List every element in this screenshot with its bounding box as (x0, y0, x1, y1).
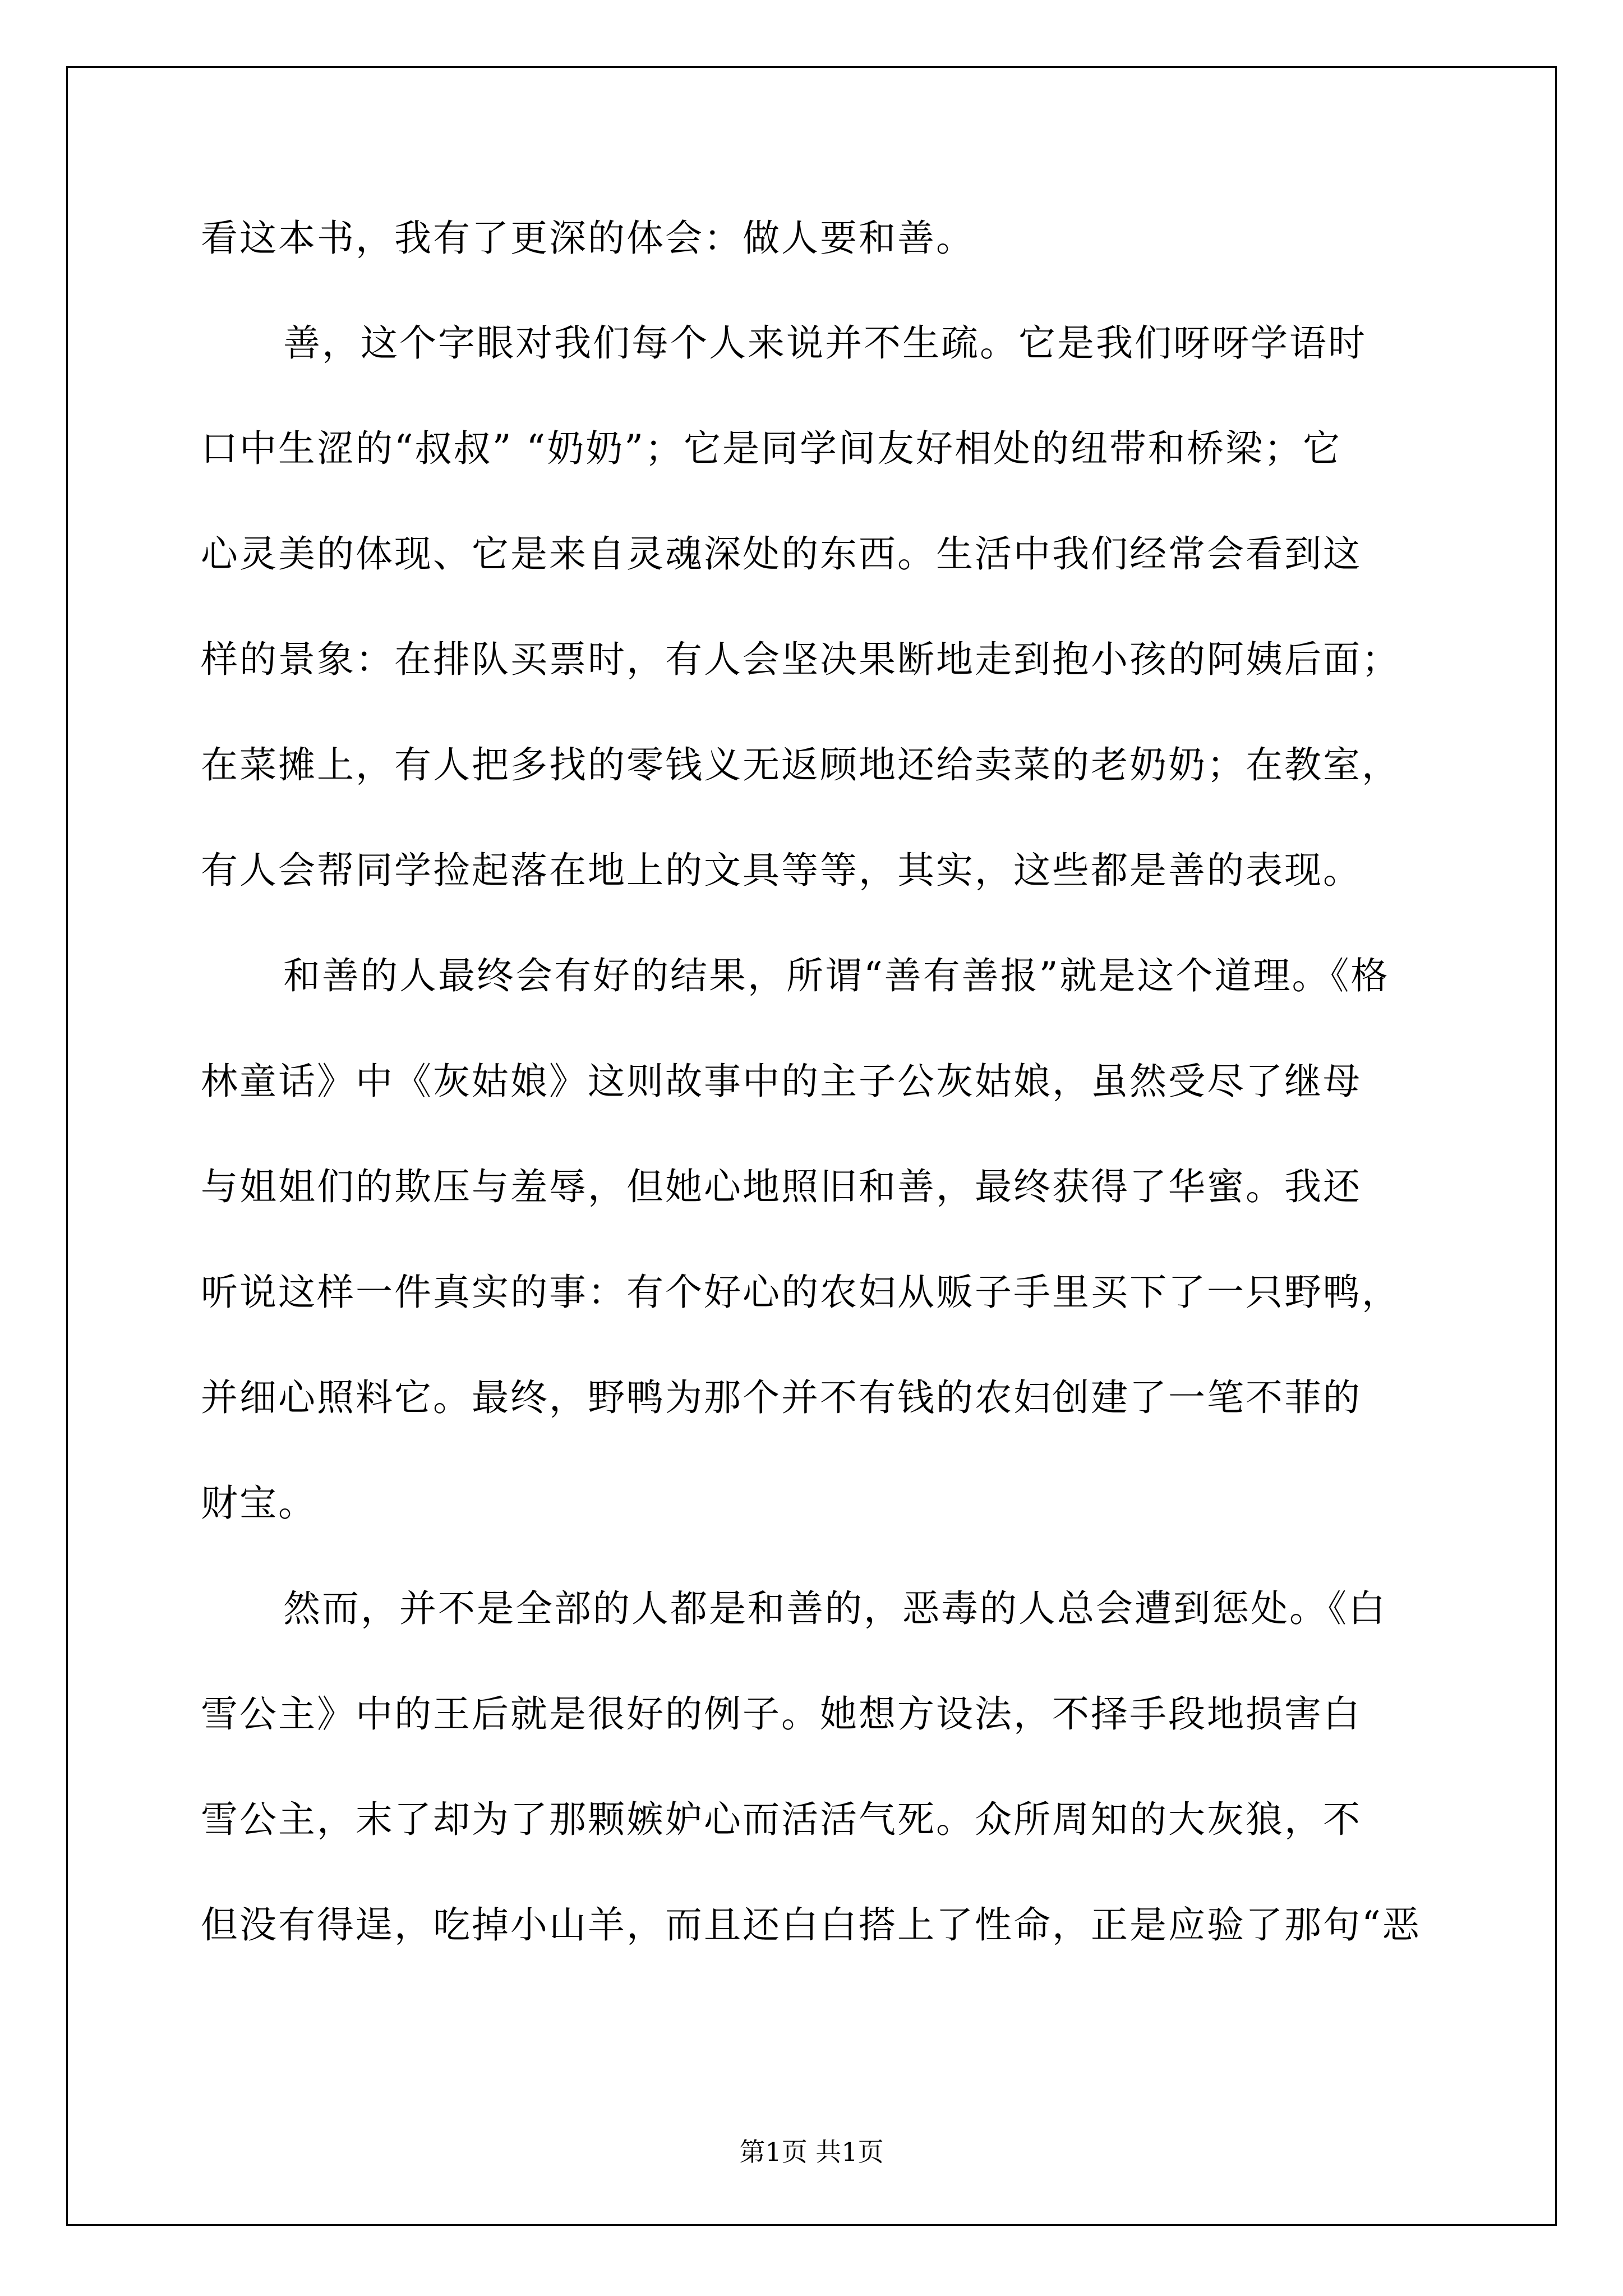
page-border (66, 66, 1557, 2226)
page-footer: 第1页 共1页 (739, 2137, 884, 2167)
text-line-2: 善，这个字眼对我们每个人来说并不生疏。它是我们呀呀学语时 (283, 321, 1367, 365)
text-line-3: 口中生涩的“叔叔” “奶奶”；它是同学间友好相处的纽带和桥梁；它 (201, 427, 1341, 470)
text-line-14: 然而，并不是全部的人都是和善的，恶毒的人总会遭到惩处。《白 (283, 1587, 1387, 1630)
text-line-4: 心灵美的体现、它是来自灵魂深处的东西。生活中我们经常会看到这 (201, 532, 1362, 576)
text-line-15: 雪公主》中的王后就是很好的例子。她想方设法，不择手段地损害白 (201, 1692, 1362, 1736)
text-line-9: 林童话》中《灰姑娘》这则故事中的主子公灰姑娘，虽然受尽了继母 (201, 1060, 1362, 1103)
text-line-1: 看这本书，我有了更深的体会：做人要和善。 (201, 217, 975, 260)
text-line-7: 有人会帮同学捡起落在地上的文具等等，其实，这些都是善的表现。 (201, 849, 1362, 892)
text-line-12: 并细心照料它。最终，野鸭为那个并不有钱的农妇创建了一笔不菲的 (201, 1376, 1362, 1419)
text-line-17: 但没有得逞，吃掉小山羊，而且还白白搭上了性命，正是应验了那句“恶 (201, 1903, 1421, 1947)
text-line-13: 财宝。 (201, 1481, 317, 1525)
text-line-11: 听说这样一件真实的事：有个好心的农妇从贩子手里买下了一只野鸭， (201, 1271, 1400, 1314)
text-line-16: 雪公主，末了却为了那颗嫉妒心而活活气死。众所周知的大灰狼，不 (201, 1798, 1362, 1841)
text-line-10: 与姐姐们的欺压与羞辱，但她心地照旧和善，最终获得了华蜜。我还 (201, 1165, 1362, 1208)
text-line-5: 样的景象：在排队买票时，有人会坚决果断地走到抱小孩的阿姨后面； (201, 638, 1400, 681)
text-line-6: 在菜摊上，有人把多找的零钱义无返顾地还给卖菜的老奶奶；在教室， (201, 743, 1400, 786)
text-line-8: 和善的人最终会有好的结果，所谓“善有善报”就是这个道理。《格 (283, 954, 1390, 997)
